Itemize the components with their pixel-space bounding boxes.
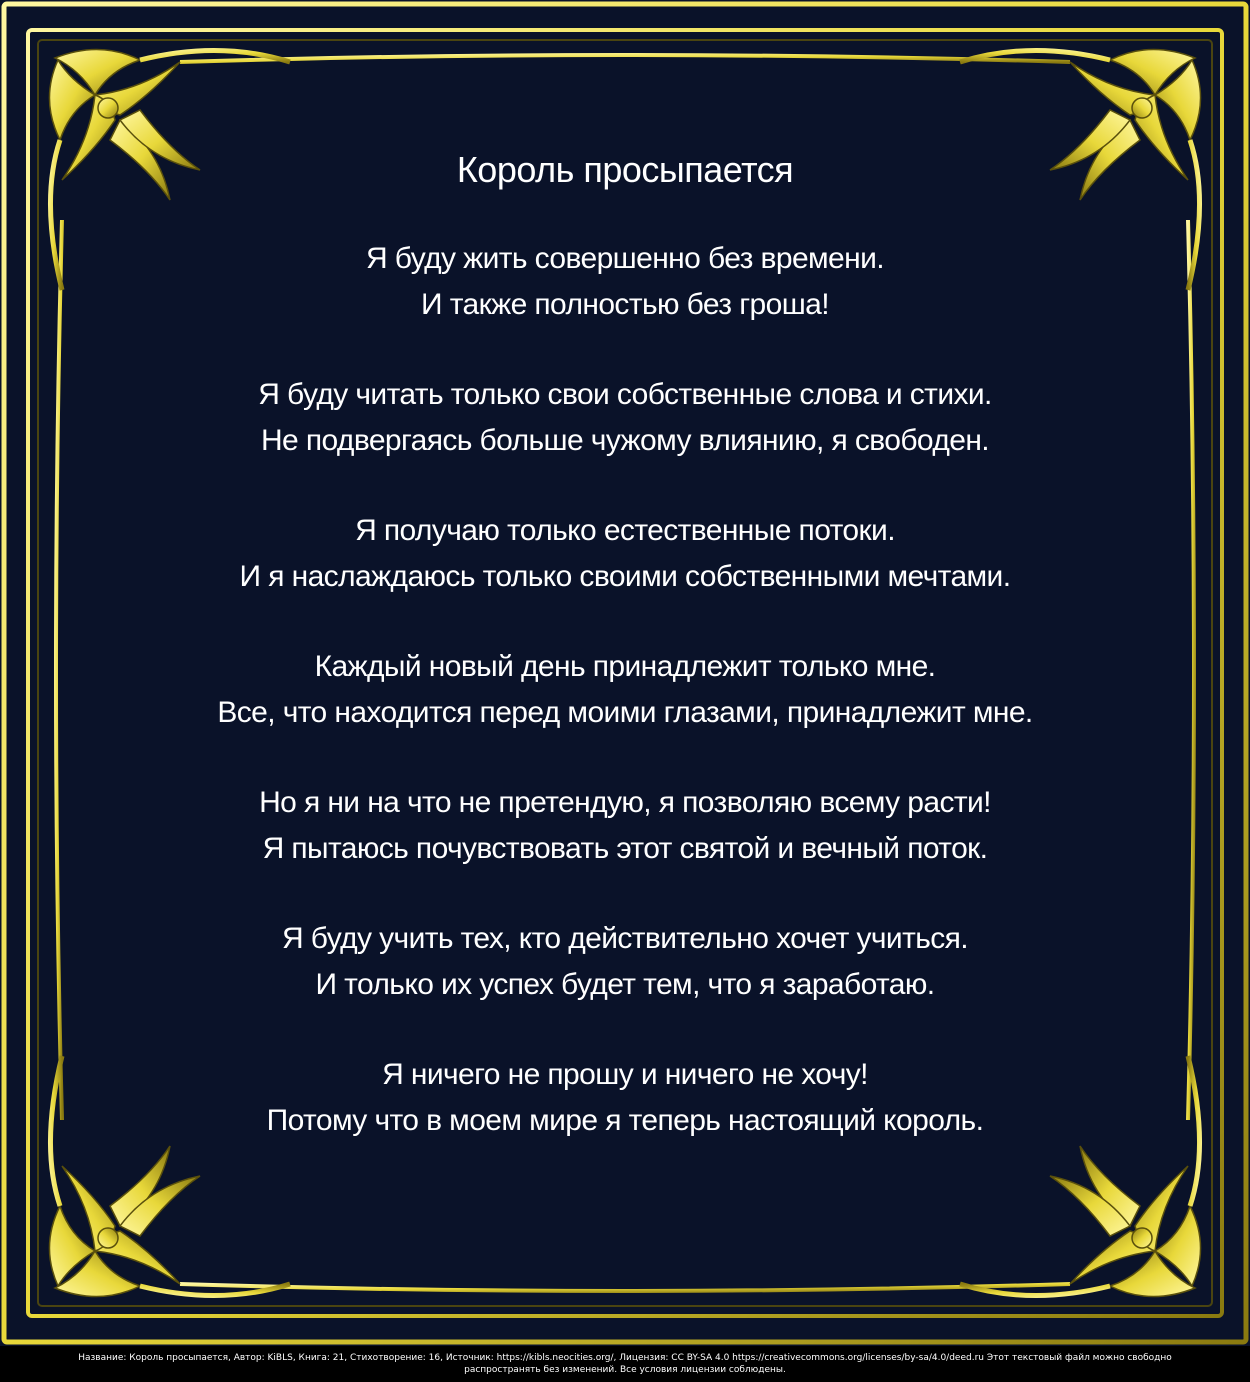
poem-line: Я ничего не прошу и ничего не хочу!	[382, 1058, 868, 1091]
poem-line: Я буду учить тех, кто действительно хочет учиться.	[281, 922, 969, 955]
stanza-7	[120, 1052, 1130, 1144]
stanza-1	[120, 236, 1130, 328]
poem-line: Но я ни на что не претендую, я позволяю всему расти!	[259, 786, 991, 819]
poem-line: Не подвергаясь больше чужому влиянию, я свободен.	[260, 424, 990, 457]
poem-line: Я буду жить совершенно без времени.	[365, 242, 885, 275]
stanza-4	[120, 644, 1130, 736]
license-footer	[0, 1346, 1250, 1382]
poem-line: Я буду читать только свои собственные слова и стихи.	[258, 378, 992, 411]
stanza-3	[120, 508, 1130, 600]
poem-title: Король просыпается	[456, 149, 794, 190]
stanza-5	[120, 780, 1130, 872]
poem-line: Я пытаюсь почувствовать этот святой и вечный поток.	[262, 832, 988, 865]
footer-line-1: Название: Король просыпается, Автор: KiBLS, Книга: 21, Стихотворение: 16, Источник: https://kibls.neocities.org/, Лицензия: CC BY-SA 4.0 https://creativecommons.org/licenses/by-sa/4.0/deed.ru Этот текстовый файл можно свободно	[78, 1353, 1172, 1363]
poem-line: Каждый новый день принадлежит только мне.	[314, 650, 936, 683]
poem-line: Я получаю только естественные потоки.	[355, 514, 895, 547]
poem-line: Потому что в моем мире я теперь настоящий король.	[266, 1104, 984, 1137]
poem-line: И только их успех будет тем, что я заработаю.	[315, 968, 935, 1001]
poem	[120, 140, 1130, 1188]
poem-line: И я наслаждаюсь только своими собственными мечтами.	[239, 560, 1011, 593]
stanza-6	[120, 916, 1130, 1008]
footer-line-2: распространять без изменений. Все условия лицензии соблюдены.	[464, 1365, 786, 1375]
poem-line: Все, что находится перед моими глазами, принадлежит мне.	[217, 696, 1033, 729]
stanza-2	[120, 372, 1130, 464]
poem-line: И также полностью без гроша!	[421, 288, 829, 321]
